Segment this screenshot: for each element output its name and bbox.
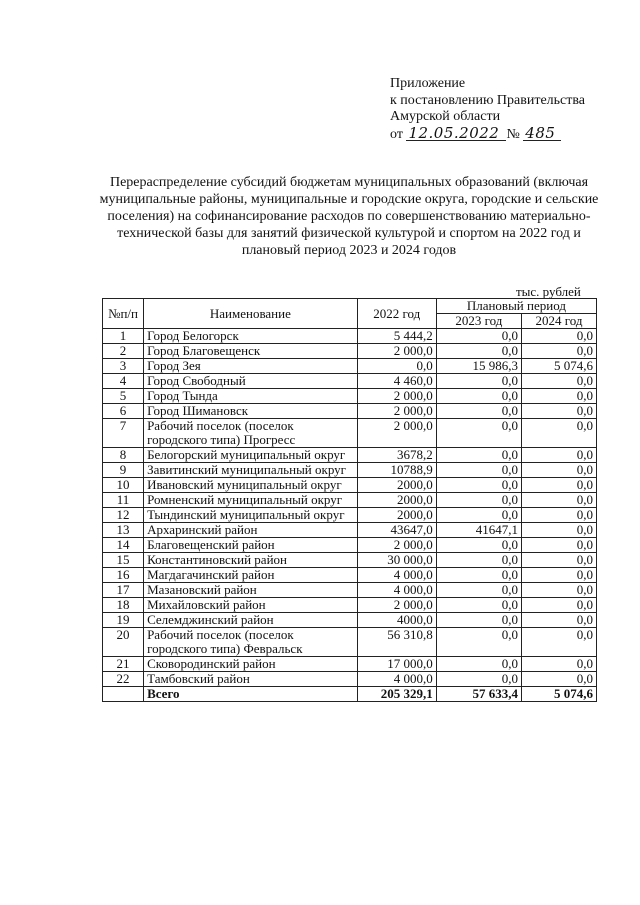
row-2023: 0,0 (436, 374, 521, 389)
row-2022: 2 000,0 (357, 538, 436, 553)
row-number: 15 (103, 553, 144, 568)
row-2023: 0,0 (436, 628, 521, 657)
appendix-date-number (390, 123, 585, 144)
table-row (103, 419, 597, 448)
row-2024: 0,0 (522, 583, 597, 598)
row-2023: 15 986,3 (436, 359, 521, 374)
document-title: Перераспределение субсидий бюджетам муниципальных образований (включая муниципальные районы, муниципальные и городские округа, городские и сельские поселения) на софинансирование расходов по совершенствованию материально-технической базы для занятий физической культурой и спортом на 2022 год и плановый период 2023 и 2024 годов (99, 175, 599, 258)
row-name: Мазановский район (144, 583, 358, 598)
row-2023: 0,0 (436, 598, 521, 613)
table-row (103, 672, 597, 687)
appendix-region: Амурской области (390, 109, 501, 124)
table-row (103, 329, 597, 344)
row-number: 4 (103, 374, 144, 389)
row-name: Магдагачинский район (144, 568, 358, 583)
row-number: 10 (103, 478, 144, 493)
row-2022: 4000,0 (357, 613, 436, 628)
appendix-from-label: от (390, 126, 403, 142)
row-2024: 0,0 (522, 598, 597, 613)
row-2022: 2 000,0 (357, 598, 436, 613)
total-2023: 57 633,4 (436, 687, 521, 702)
table-header-row (103, 299, 597, 314)
total-label: Всего (144, 687, 358, 702)
row-2023: 0,0 (436, 672, 521, 687)
row-number: 9 (103, 463, 144, 478)
header-number: №п/п (103, 299, 144, 329)
row-name: Благовещенский район (144, 538, 358, 553)
row-2024: 0,0 (522, 404, 597, 419)
row-2024: 0,0 (522, 538, 597, 553)
appendix-title: Приложение (390, 76, 466, 91)
table-row (103, 478, 597, 493)
row-2022: 17 000,0 (357, 657, 436, 672)
table-row (103, 448, 597, 463)
appendix-block (390, 76, 585, 143)
row-2022: 5 444,2 (357, 329, 436, 344)
row-name: Рабочий поселок (поселок городского типа) Прогресс (144, 419, 358, 448)
table-row (103, 463, 597, 478)
row-number: 6 (103, 404, 144, 419)
row-number: 12 (103, 508, 144, 523)
row-2022: 56 310,8 (357, 628, 436, 657)
number-sign: № (506, 126, 520, 142)
row-2022: 43647,0 (357, 523, 436, 538)
table-row (103, 374, 597, 389)
row-name: Город Благовещенск (144, 344, 358, 359)
row-name: Город Шимановск (144, 404, 358, 419)
header-planned-period: Плановый период (436, 299, 596, 314)
row-number: 16 (103, 568, 144, 583)
row-2022: 30 000,0 (357, 553, 436, 568)
row-2022: 4 460,0 (357, 374, 436, 389)
row-2024: 0,0 (522, 344, 597, 359)
total-number-cell (103, 687, 144, 702)
row-2024: 0,0 (522, 374, 597, 389)
row-2023: 0,0 (436, 657, 521, 672)
row-2023: 0,0 (436, 344, 521, 359)
row-2023: 0,0 (436, 568, 521, 583)
appendix-decree: к постановлению Правительства (390, 92, 586, 108)
table-row (103, 523, 597, 538)
row-name: Тамбовский район (144, 672, 358, 687)
row-2024: 0,0 (522, 463, 597, 478)
row-name: Сковородинский район (144, 657, 358, 672)
row-2024: 0,0 (522, 493, 597, 508)
table-row (103, 657, 597, 672)
row-2024: 0,0 (522, 523, 597, 538)
row-name: Рабочий поселок (поселок городского типа) Февральск (144, 628, 358, 657)
row-2023: 0,0 (436, 583, 521, 598)
row-2024: 0,0 (522, 568, 597, 583)
row-number: 2 (103, 344, 144, 359)
row-name: Ромненский муниципальный округ (144, 493, 358, 508)
handwritten-date: 12.05.2022 (406, 126, 506, 141)
row-2022: 0,0 (357, 359, 436, 374)
row-2023: 0,0 (436, 538, 521, 553)
row-2022: 2 000,0 (357, 419, 436, 448)
row-name: Город Белогорск (144, 329, 358, 344)
table-row (103, 359, 597, 374)
row-number: 11 (103, 493, 144, 508)
handwritten-number: 485 (523, 126, 561, 141)
row-2022: 2000,0 (357, 493, 436, 508)
table-row (103, 493, 597, 508)
table-row (103, 628, 597, 657)
row-2024: 0,0 (522, 478, 597, 493)
table-row (103, 613, 597, 628)
header-2022: 2022 год (357, 299, 436, 329)
row-2023: 41647,1 (436, 523, 521, 538)
total-2024: 5 074,6 (522, 687, 597, 702)
table-row (103, 389, 597, 404)
header-2024: 2024 год (522, 314, 597, 329)
row-number: 3 (103, 359, 144, 374)
row-2024: 0,0 (522, 419, 597, 448)
row-2023: 0,0 (436, 553, 521, 568)
row-2024: 0,0 (522, 389, 597, 404)
row-name: Константиновский район (144, 553, 358, 568)
table-body (103, 329, 597, 687)
row-name: Архаринский район (144, 523, 358, 538)
row-name: Ивановский муниципальный округ (144, 478, 358, 493)
row-number: 1 (103, 329, 144, 344)
row-2023: 0,0 (436, 463, 521, 478)
row-name: Селемджинский район (144, 613, 358, 628)
row-number: 17 (103, 583, 144, 598)
row-2023: 0,0 (436, 613, 521, 628)
row-name: Город Свободный (144, 374, 358, 389)
row-2022: 2 000,0 (357, 389, 436, 404)
row-2022: 2 000,0 (357, 344, 436, 359)
row-2024: 0,0 (522, 329, 597, 344)
table-row (103, 344, 597, 359)
table-row (103, 508, 597, 523)
row-number: 21 (103, 657, 144, 672)
row-2023: 0,0 (436, 508, 521, 523)
row-name: Белогорский муниципальный округ (144, 448, 358, 463)
header-name: Наименование (144, 299, 358, 329)
table-row (103, 538, 597, 553)
table-row (103, 583, 597, 598)
table-row (103, 404, 597, 419)
row-2022: 10788,9 (357, 463, 436, 478)
row-2024: 0,0 (522, 448, 597, 463)
table-row (103, 598, 597, 613)
row-2024: 0,0 (522, 553, 597, 568)
row-number: 20 (103, 628, 144, 657)
row-2022: 3678,2 (357, 448, 436, 463)
row-2023: 0,0 (436, 329, 521, 344)
row-name: Михайловский район (144, 598, 358, 613)
units-label: тыс. рублей (516, 284, 581, 299)
row-2024: 0,0 (522, 672, 597, 687)
row-2024: 5 074,6 (522, 359, 597, 374)
table-row (103, 553, 597, 568)
row-2022: 2 000,0 (357, 404, 436, 419)
row-number: 7 (103, 419, 144, 448)
row-name: Тындинский муниципальный округ (144, 508, 358, 523)
row-2022: 2000,0 (357, 478, 436, 493)
total-2022: 205 329,1 (357, 687, 436, 702)
row-2022: 2000,0 (357, 508, 436, 523)
table-row (103, 568, 597, 583)
row-2022: 4 000,0 (357, 568, 436, 583)
table-total-row (103, 687, 597, 702)
header-2023: 2023 год (436, 314, 521, 329)
row-number: 22 (103, 672, 144, 687)
row-2023: 0,0 (436, 493, 521, 508)
row-2022: 4 000,0 (357, 583, 436, 598)
row-2024: 0,0 (522, 657, 597, 672)
row-name: Завитинский муниципальный округ (144, 463, 358, 478)
row-2023: 0,0 (436, 419, 521, 448)
row-number: 14 (103, 538, 144, 553)
row-2024: 0,0 (522, 613, 597, 628)
row-2023: 0,0 (436, 478, 521, 493)
row-2024: 0,0 (522, 628, 597, 657)
row-name: Город Тында (144, 389, 358, 404)
row-number: 5 (103, 389, 144, 404)
row-2022: 4 000,0 (357, 672, 436, 687)
row-2023: 0,0 (436, 404, 521, 419)
subsidy-table (102, 298, 597, 702)
row-2023: 0,0 (436, 389, 521, 404)
row-number: 19 (103, 613, 144, 628)
row-2024: 0,0 (522, 508, 597, 523)
row-name: Город Зея (144, 359, 358, 374)
row-number: 18 (103, 598, 144, 613)
row-number: 8 (103, 448, 144, 463)
row-2023: 0,0 (436, 448, 521, 463)
row-number: 13 (103, 523, 144, 538)
